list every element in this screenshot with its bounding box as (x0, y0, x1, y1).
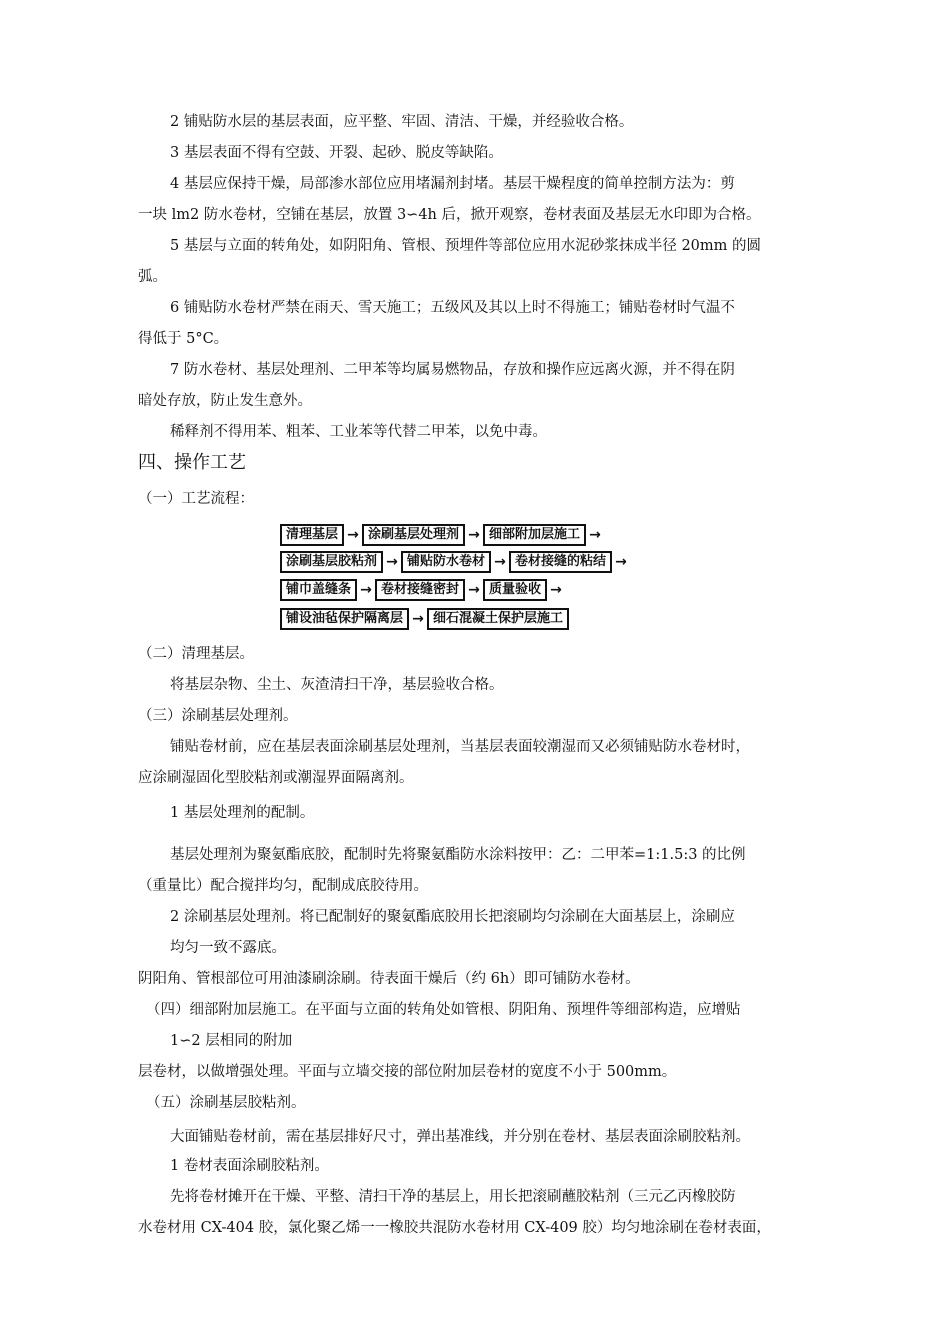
text-line: 弧。 (138, 269, 167, 285)
arrow-icon: → (589, 527, 601, 543)
arrow-icon: → (494, 554, 506, 570)
text-line: 一块 lm2 防水卷材，空铺在基层，放置 3∽4h 后，掀开观察，卷材表面及基层无水印即为合格。 (138, 207, 761, 223)
text-line: 1 基层处理剂的配制。 (170, 805, 315, 821)
text-line: 暗处存放，防止发生意外。 (138, 393, 312, 409)
flow-step: 铺贴防水卷材 (401, 551, 491, 573)
text-line: 3 基层表面不得有空鼓、开裂、起砂、脱皮等缺陷。 (170, 145, 503, 161)
flow-step: 细石混凝土保护层施工 (427, 608, 569, 630)
arrow-icon: → (468, 582, 480, 598)
flow-row (280, 608, 569, 630)
flow-step: 清理基层 (280, 524, 344, 546)
text-line: 大面铺贴卷材前，需在基层排好尺寸，弹出基准线，并分别在卷材、基层表面涂刷胶粘剂。 (170, 1129, 750, 1145)
arrow-icon: → (468, 527, 480, 543)
flow-step: 涂刷基层处理剂 (362, 524, 465, 546)
text-line: 1∽2 层相同的附加 (170, 1033, 293, 1049)
text-line: 2 铺贴防水层的基层表面，应平整、牢固、清洁、干燥，并经验收合格。 (170, 114, 634, 130)
text-line: 应涂刷湿固化型胶粘剂或潮湿界面隔离剂。 (138, 770, 414, 786)
subsection-heading: （二）清理基层。 (138, 646, 254, 662)
arrow-icon: → (615, 554, 627, 570)
arrow-icon: → (412, 611, 424, 627)
text-line: 5 基层与立面的转角处，如阴阳角、管根、预埋件等部位应用水泥砂浆抹成半径 20mm 的圆 (170, 238, 761, 254)
subsection-heading: （四）细部附加层施工。在平面与立面的转角处如管根、阴阳角、预埋件等细部构造，应增贴 (146, 1002, 741, 1018)
text-line: 基层处理剂为聚氨酯底胶，配制时先将聚氨酯防水涂料按甲：乙：二甲苯=1:1.5:3 的比例 (170, 847, 746, 863)
text-line: 层卷材，以做增强处理。平面与立墙交接的部位附加层卷材的宽度不小于 500mm。 (138, 1064, 677, 1080)
text-line: 铺贴卷材前，应在基层表面涂刷基层处理剂，当基层表面较潮湿而又必须铺贴防水卷材时， (170, 739, 750, 755)
text-line: 7 防水卷材、基层处理剂、二甲苯等均属易燃物品，存放和操作应远离火源，并不得在阴 (170, 362, 735, 378)
flow-step: 涂刷基层胶粘剂 (280, 551, 383, 573)
text-line: 均匀一致不露底。 (170, 940, 286, 956)
flow-step: 卷材接缝的粘结 (509, 551, 612, 573)
arrow-icon: → (347, 527, 359, 543)
flow-step: 卷材接缝密封 (375, 579, 465, 601)
flow-step: 铺设油毡保护隔离层 (280, 608, 409, 630)
flow-row (280, 524, 604, 546)
flow-row (280, 579, 565, 601)
arrow-icon: → (360, 582, 372, 598)
text-line: （重量比）配合搅拌均匀，配制成底胶待用。 (138, 878, 428, 894)
flow-step: 铺巾盖缝条 (280, 579, 357, 601)
text-line: 1 卷材表面涂刷胶粘剂。 (170, 1158, 329, 1174)
arrow-icon: → (386, 554, 398, 570)
text-line: 阴阳角、管根部位可用油漆刷涂刷。待表面干燥后（约 6h）即可铺防水卷材。 (138, 971, 640, 987)
flow-row (280, 551, 630, 573)
flow-step: 细部附加层施工 (483, 524, 586, 546)
section-heading: 四、操作工艺 (138, 452, 246, 473)
text-line: 4 基层应保持干燥，局部渗水部位应用堵漏剂封堵。基层干燥程度的简单控制方法为：剪 (170, 176, 735, 192)
text-line: 2 涂刷基层处理剂。将已配制好的聚氨酯底胶用长把滚刷均匀涂刷在大面基层上，涂刷应 (170, 909, 735, 925)
subsection-heading: （一）工艺流程： (138, 491, 254, 507)
text-line: 将基层杂物、尘土、灰渣清扫干净，基层验收合格。 (170, 677, 504, 693)
text-line: 稀释剂不得用苯、粗苯、工业苯等代替二甲苯，以免中毒。 (170, 424, 547, 440)
subsection-heading: （三）涂刷基层处理剂。 (138, 708, 298, 724)
text-line: 先将卷材摊开在干燥、平整、清扫干净的基层上，用长把滚刷蘸胶粘剂（三元乙丙橡胶防 (170, 1189, 736, 1205)
arrow-icon: → (550, 582, 562, 598)
text-line: 水卷材用 CX-404 胶，氯化聚乙烯一一橡胶共混防水卷材用 CX-409 胶）均匀地涂刷在卷材表面， (138, 1220, 771, 1236)
process-flowchart (280, 522, 680, 634)
text-line: 得低于 5°C。 (138, 331, 229, 347)
text-line: 6 铺贴防水卷材严禁在雨天、雪天施工；五级风及其以上时不得施工；铺贴卷材时气温不 (170, 300, 735, 316)
flow-step: 质量验收 (483, 579, 547, 601)
subsection-heading: （五）涂刷基层胶粘剂。 (146, 1095, 306, 1111)
